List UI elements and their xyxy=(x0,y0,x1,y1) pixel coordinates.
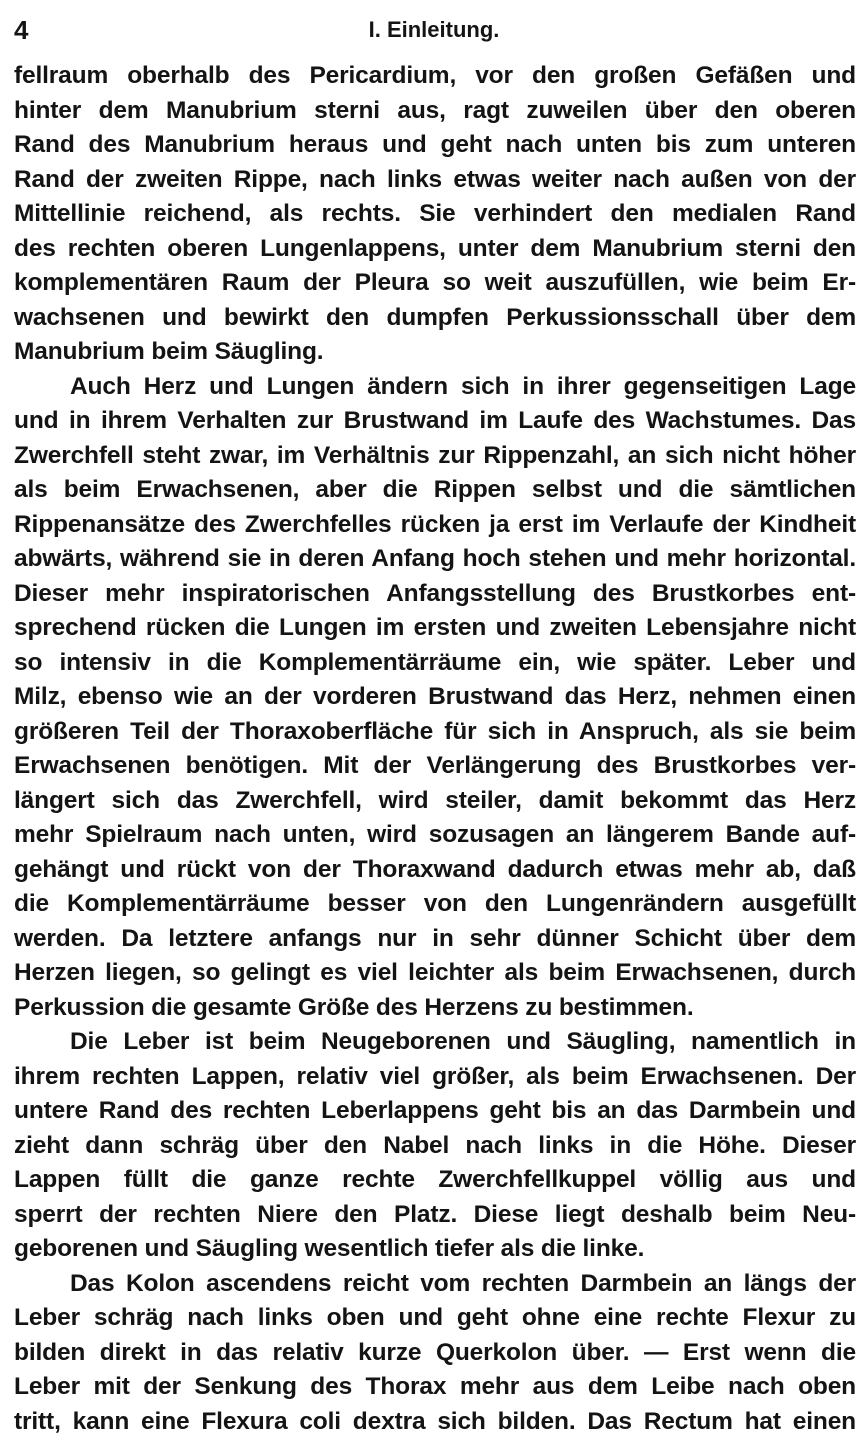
text-line: Mittellinie reichend, als rechts. Sie verhindert den medialen Rand xyxy=(14,197,856,232)
text-line: sperrt der rechten Niere den Platz. Diese liegt deshalb beim Neu- xyxy=(14,1198,856,1233)
text-line: hinter dem Manubrium sterni aus, ragt zuweilen über den oberen xyxy=(14,94,856,129)
text-line: Leber schräg nach links oben und geht ohne eine rechte Flexur zu xyxy=(14,1301,856,1336)
text-line: werden. Da letztere anfangs nur in sehr dünner Schicht über dem xyxy=(14,922,856,957)
text-line: Die Leber ist beim Neugeborenen und Säugling, namentlich in xyxy=(14,1025,856,1060)
running-head xyxy=(14,10,854,50)
paragraph xyxy=(14,59,856,370)
text-line: ihrem rechten Lappen, relativ viel größer, als beim Erwachsenen. Der xyxy=(14,1060,856,1095)
text-line: zieht dann schräg über den Nabel nach links in die Höhe. Dieser xyxy=(14,1129,856,1164)
text-line: und in ihrem Verhalten zur Brustwand im Laufe des Wachstumes. Das xyxy=(14,404,856,439)
text-line: bilden direkt in das relativ kurze Querkolon über. — Erst wenn die xyxy=(14,1336,856,1371)
text-line: Milz, ebenso wie an der vorderen Brustwand das Herz, nehmen einen xyxy=(14,680,856,715)
text-line: Lappen füllt die ganze rechte Zwerchfellkuppel völlig aus und xyxy=(14,1163,856,1198)
text-line: Rand des Manubrium heraus und geht nach unten bis zum unteren xyxy=(14,128,856,163)
text-line: fellraum oberhalb des Pericardium, vor den großen Gefäßen und xyxy=(14,59,856,94)
text-line: als beim Erwachsenen, aber die Rippen selbst und die sämtlichen xyxy=(14,473,856,508)
text-line: wachsenen und bewirkt den dumpfen Perkussionsschall über dem xyxy=(14,301,856,336)
text-line: längert sich das Zwerchfell, wird steiler, damit bekommt das Herz xyxy=(14,784,856,819)
text-line: so intensiv in die Komplementärräume ein, wie später. Leber und xyxy=(14,646,856,681)
text-line: tritt, kann eine Flexura coli dextra sich bilden. Das Rectum hat einen xyxy=(14,1405,856,1439)
text-line: Rippenansätze des Zwerchfelles rücken ja erst im Verlaufe der Kindheit xyxy=(14,508,856,543)
text-line: Herzen liegen, so gelingt es viel leichter als beim Erwachsenen, durch xyxy=(14,956,856,991)
text-line: komplementären Raum der Pleura so weit auszufüllen, wie beim Er- xyxy=(14,266,856,301)
paragraph xyxy=(14,370,856,1026)
text-line: Perkussion die gesamte Größe des Herzens zu bestimmen. xyxy=(14,991,856,1026)
text-line: untere Rand des rechten Leberlappens geht bis an das Darmbein und xyxy=(14,1094,856,1129)
text-line: Rand der zweiten Rippe, nach links etwas weiter nach außen von der xyxy=(14,163,856,198)
text-line: Zwerchfell steht zwar, im Verhältnis zur Rippenzahl, an sich nicht höher xyxy=(14,439,856,474)
paragraph xyxy=(14,1267,856,1439)
text-line: sprechend rücken die Lungen im ersten und zweiten Lebensjahre nicht xyxy=(14,611,856,646)
text-line: gehängt und rückt von der Thoraxwand dadurch etwas mehr ab, daß xyxy=(14,853,856,888)
text-line: Manubrium beim Säugling. xyxy=(14,335,856,370)
text-line: mehr Spielraum nach unten, wird sozusagen an längerem Bande auf- xyxy=(14,818,856,853)
body-text xyxy=(14,59,856,1439)
text-line: abwärts, während sie in deren Anfang hoch stehen und mehr horizontal. xyxy=(14,542,856,577)
text-line: die Komplementärräume besser von den Lungenrändern ausgefüllt xyxy=(14,887,856,922)
text-line: Dieser mehr inspiratorischen Anfangsstellung des Brustkorbes ent- xyxy=(14,577,856,612)
chapter-title: I. Einleitung. xyxy=(14,10,854,50)
page-number: 4 xyxy=(14,10,29,50)
paragraph xyxy=(14,1025,856,1267)
text-line: geborenen und Säugling wesentlich tiefer als die linke. xyxy=(14,1232,856,1267)
text-line: Das Kolon ascendens reicht vom rechten Darmbein an längs der xyxy=(14,1267,856,1302)
text-line: größeren Teil der Thoraxoberfläche für sich in Anspruch, als sie beim xyxy=(14,715,856,750)
text-line: Leber mit der Senkung des Thorax mehr aus dem Leibe nach oben xyxy=(14,1370,856,1405)
text-line: Auch Herz und Lungen ändern sich in ihrer gegenseitigen Lage xyxy=(14,370,856,405)
text-line: Erwachsenen benötigen. Mit der Verlängerung des Brustkorbes ver- xyxy=(14,749,856,784)
text-line: des rechten oberen Lungenlappens, unter dem Manubrium sterni den xyxy=(14,232,856,267)
